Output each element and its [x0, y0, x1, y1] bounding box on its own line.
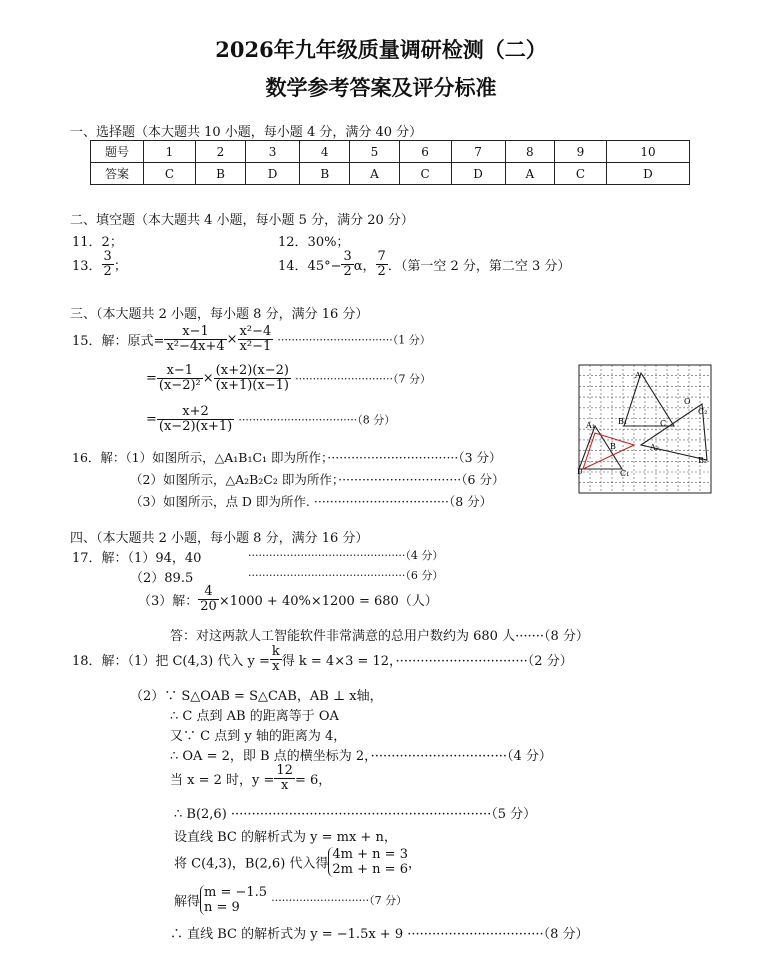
q17-line3	[138, 585, 438, 614]
equals-sign: =	[146, 412, 157, 427]
label-a: A	[635, 371, 641, 380]
q18-line11: ∴ 直线 BC 的解析式为 y = −1.5x + 9 ·································（8 分）	[170, 927, 589, 942]
table-cell: 答案	[91, 163, 144, 185]
numerator: (x+2)(x−2)	[215, 363, 289, 378]
q18-line6-tail: = 6，	[294, 773, 332, 788]
times-sign: ×	[226, 332, 238, 347]
q17-line4: 答：对这两款人工智能软件非常满意的总用户数约为 680 人·······（8 分）	[170, 629, 589, 644]
denominator: 2	[377, 264, 386, 279]
equals-sign: =	[146, 371, 157, 386]
q14-prefix: 14．45°−	[278, 259, 342, 274]
numerator: 12	[276, 763, 293, 778]
table-cell: D	[246, 163, 300, 185]
table-cell: 9	[554, 141, 606, 163]
q16-line1: 16．解：（1）如图所示，△A₁B₁C₁ 即为所作；·································（3 分）	[72, 450, 502, 465]
score-note: ····························（7 分）	[295, 372, 431, 386]
fraction	[164, 325, 226, 354]
answer-q13	[72, 250, 127, 279]
times-sign: ×	[202, 371, 214, 386]
numerator: x−1	[164, 325, 226, 340]
score-note: ·································（1 分）	[277, 333, 431, 347]
q18-line4: 又∵ C 点到 y 轴的距离为 4，	[170, 729, 347, 744]
table-cell: C	[554, 163, 606, 185]
label-c: C	[660, 419, 667, 428]
table-row	[91, 141, 690, 163]
fraction	[198, 585, 219, 614]
table-cell: 5	[350, 141, 399, 163]
q18-part1-tail: 得 k = 4×3 = 12，································（2 分）	[281, 654, 573, 669]
table-cell: 7	[451, 141, 505, 163]
equation: n = 9	[204, 900, 240, 915]
table-cell: D	[451, 163, 505, 185]
table-cell: 2	[195, 141, 245, 163]
fraction	[274, 764, 295, 793]
q17-part3-tail: ×1000 + 40%×1200 = 680（人）	[218, 594, 438, 609]
q17-line1: 17．解：（1）94，40	[72, 551, 202, 566]
triangle-abc	[624, 373, 674, 426]
q18-line7: ∴ B(2,6) ·······························································（5 分）	[174, 807, 537, 822]
q18-line10-prefix: 解得	[174, 894, 201, 910]
q15-line3	[146, 405, 395, 434]
numerator: 3	[343, 249, 352, 264]
denominator: x	[272, 659, 280, 674]
answer-table	[90, 140, 690, 185]
equation-system	[200, 885, 267, 915]
label-b1: B₁	[618, 417, 628, 426]
numerator: 7	[377, 249, 386, 264]
q18-line9-prefix: 将 C(4,3)，B(2,6) 代入得	[174, 856, 329, 872]
q16-line3: （3）如图所示，点 D 即为所作. ··································（8 分）	[130, 494, 493, 509]
table-cell: 8	[505, 141, 554, 163]
q13-tail: ；	[113, 259, 127, 274]
table-cell: C	[399, 163, 451, 185]
section4-heading: 四、（本大题共 2 小题，每小题 8 分，满分 16 分）	[70, 531, 369, 546]
q18-line5: ∴ OA = 2，即 B 点的横坐标为 2，·································（4 分）	[170, 749, 552, 764]
equation-system	[328, 847, 408, 877]
q15-label: 15．解：原式=	[72, 334, 165, 349]
q18-line9	[174, 847, 421, 877]
fraction	[341, 250, 353, 279]
score-note: ··································（8 分）	[238, 413, 396, 427]
numerator: 3	[103, 249, 112, 264]
q14-tail: ．（第一空 2 分，第二空 3 分）	[387, 259, 571, 274]
table-cell: D	[606, 163, 689, 185]
fraction	[214, 364, 291, 393]
table-cell: 10	[606, 141, 689, 163]
equation: 2m + n = 6	[332, 862, 408, 877]
section1-heading: 一、选择题（本大题共 10 小题，每小题 4 分，满分 40 分）	[70, 125, 423, 140]
fraction	[376, 250, 388, 279]
denominator: (x−2)(x+1)	[158, 419, 233, 434]
q18-line10	[174, 885, 407, 915]
title-line1: 2026年九年级质量调研检测（二）	[215, 37, 547, 62]
table-cell: C	[144, 163, 196, 185]
label-a2: A₂	[650, 443, 659, 452]
label-b: B	[610, 442, 616, 451]
answer-q12: 12．30%；	[278, 235, 350, 250]
q15-line2	[146, 364, 431, 393]
q18-line1	[72, 645, 573, 674]
q13-number: 13．	[72, 259, 102, 274]
q18-line2: （2）∵ S△OAB = S△CAB，AB ⊥ x轴，	[130, 689, 383, 704]
q15-line1	[72, 325, 431, 354]
q18-line6-prefix: 当 x = 2 时，y =	[170, 773, 275, 788]
score-note: ····························（7 分）	[271, 894, 408, 907]
denominator: x²−1	[239, 339, 272, 354]
equation: 4m + n = 3	[332, 847, 408, 862]
denominator: 20	[200, 599, 217, 614]
denominator: (x+1)(x−1)	[215, 378, 289, 393]
q17-line2: （2）89.5	[130, 571, 194, 586]
score-note: ·············································（6 分）	[248, 569, 444, 582]
label-b2: B₂	[698, 456, 708, 465]
numerator: 4	[198, 585, 219, 600]
denominator: x²−4x+4	[166, 339, 225, 354]
fraction	[157, 364, 203, 393]
table-cell: 4	[300, 141, 350, 163]
grid-figure	[578, 364, 712, 494]
denominator: 2	[103, 264, 112, 279]
label-a1: A₁	[586, 421, 595, 430]
numerator: x+2	[157, 405, 234, 420]
numerator: x²−4	[239, 324, 272, 339]
numerator: k	[271, 644, 280, 659]
section3-heading: 三、（本大题共 2 小题，每小题 8 分，满分 16 分）	[70, 307, 369, 322]
answer-q11: 11．2；	[72, 235, 123, 250]
table-cell: 3	[246, 141, 300, 163]
section2-heading: 二、填空题（本大题共 4 小题，每小题 5 分，满分 20 分）	[70, 213, 414, 228]
denominator: 2	[343, 264, 352, 279]
q16-line2: （2）如图所示，△A₂B₂C₂ 即为所作；·······························（6 分）	[130, 472, 505, 487]
equation: m = −1.5	[204, 885, 268, 900]
fraction	[157, 405, 234, 434]
label-c2: C₂	[698, 407, 708, 416]
q18-line3: ∴ C 点到 AB 的距离等于 OA	[170, 709, 339, 724]
numerator: x−1	[157, 364, 203, 379]
q18-line9-tail: ，	[407, 856, 421, 872]
q17-part3-prefix: （3）解：	[138, 594, 199, 609]
table-row	[91, 163, 690, 185]
table-cell: B	[195, 163, 245, 185]
denominator: (x−2)²	[158, 378, 201, 393]
q18-line6	[170, 764, 331, 793]
q18-line8: 设直线 BC 的解析式为 y = mx + n，	[174, 830, 397, 845]
denominator: x	[281, 778, 289, 793]
label-o: O	[684, 397, 691, 406]
score-note: ·············································（4 分）	[248, 549, 444, 562]
answer-q14	[278, 250, 570, 279]
table-cell: 1	[144, 141, 196, 163]
title-line2: 数学参考答案及评分标准	[265, 75, 497, 100]
table-cell: B	[300, 163, 350, 185]
table-cell: A	[350, 163, 399, 185]
table-cell: 题号	[91, 141, 144, 163]
q14-mid: α，	[353, 259, 376, 274]
label-d: D	[577, 468, 583, 476]
q18-part1-prefix: 18．解：（1）把 C(4,3) 代入 y =	[72, 654, 270, 669]
table-cell: 6	[399, 141, 451, 163]
label-c1: C₁	[620, 469, 630, 478]
fraction	[238, 325, 274, 354]
fraction	[102, 250, 114, 279]
table-cell: A	[505, 163, 554, 185]
fraction	[270, 645, 282, 674]
